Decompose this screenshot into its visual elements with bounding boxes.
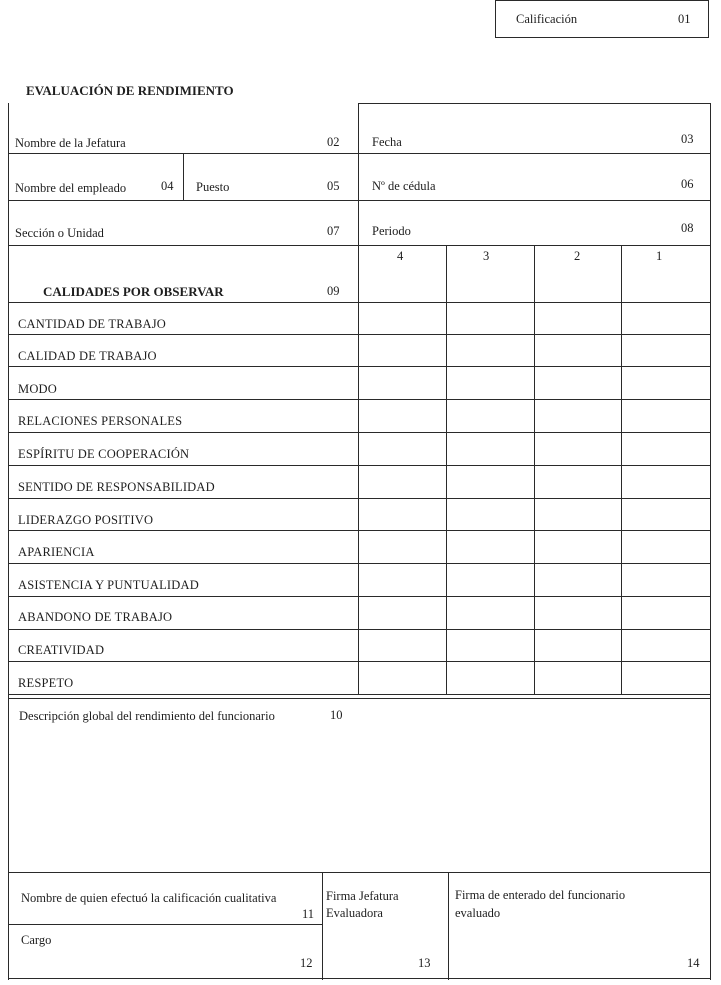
score-header-2: 2 bbox=[574, 249, 581, 263]
score-cell[interactable] bbox=[360, 500, 445, 529]
score-header-3: 3 bbox=[483, 249, 490, 263]
score-cell[interactable] bbox=[448, 368, 533, 398]
score-cell[interactable] bbox=[360, 663, 445, 693]
periodo-input[interactable] bbox=[360, 202, 708, 243]
description-textarea[interactable] bbox=[10, 728, 708, 870]
score-cell[interactable] bbox=[536, 532, 620, 562]
criterion-label: ASISTENCIA Y PUNTUALIDAD bbox=[18, 578, 199, 592]
qualities-title: CALIDADES POR OBSERVAR bbox=[43, 284, 224, 299]
firma-funcionario-code: 14 bbox=[687, 956, 700, 970]
firma-jefatura-label-1: Firma Jefatura bbox=[326, 889, 399, 903]
criterion-label: RESPETO bbox=[18, 676, 74, 690]
firma-funcionario-field[interactable] bbox=[450, 874, 708, 976]
criterion-label: ABANDONO DE TRABAJO bbox=[18, 610, 173, 624]
score-cell[interactable] bbox=[360, 336, 445, 365]
fecha-input[interactable] bbox=[360, 105, 708, 151]
criterion-label: CALIDAD DE TRABAJO bbox=[18, 349, 157, 363]
firma-jefatura-label-2: Evaluadora bbox=[326, 906, 383, 920]
criterion-label: MODO bbox=[18, 382, 57, 396]
score-cell[interactable] bbox=[448, 500, 533, 529]
cargo-label: Cargo bbox=[21, 933, 52, 947]
score-cell[interactable] bbox=[623, 467, 709, 497]
criterion-label: CREATIVIDAD bbox=[18, 643, 105, 657]
cargo-code: 12 bbox=[300, 956, 313, 970]
score-cell[interactable] bbox=[536, 598, 620, 628]
score-cell[interactable] bbox=[623, 368, 709, 398]
score-cell[interactable] bbox=[536, 304, 620, 333]
form-title: EVALUACIÓN DE RENDIMIENTO bbox=[26, 83, 234, 98]
jefatura-code: 02 bbox=[327, 135, 340, 149]
score-cell[interactable] bbox=[623, 565, 709, 595]
puesto-code: 05 bbox=[327, 179, 340, 193]
calificacion-label: Calificación bbox=[516, 12, 578, 26]
empleado-input[interactable] bbox=[10, 155, 181, 198]
firma-jefatura-code: 13 bbox=[418, 956, 431, 970]
score-cell[interactable] bbox=[623, 304, 709, 333]
score-header-1: 1 bbox=[656, 249, 663, 263]
score-cell[interactable] bbox=[448, 565, 533, 595]
score-cell[interactable] bbox=[536, 500, 620, 529]
score-cell[interactable] bbox=[448, 532, 533, 562]
empleado-code: 04 bbox=[161, 179, 174, 193]
description-code: 10 bbox=[330, 708, 343, 722]
score-cell[interactable] bbox=[536, 336, 620, 365]
score-cell[interactable] bbox=[536, 368, 620, 398]
calificacion-input[interactable] bbox=[497, 2, 707, 36]
firma-jefatura-field[interactable] bbox=[324, 874, 446, 976]
score-cell[interactable] bbox=[623, 631, 709, 660]
firma-funcionario-label-1: Firma de enterado del funcionario bbox=[455, 888, 626, 902]
puesto-label: Puesto bbox=[196, 180, 230, 194]
score-cell[interactable] bbox=[448, 434, 533, 464]
criterion-label: CANTIDAD DE TRABAJO bbox=[18, 317, 167, 331]
score-cell[interactable] bbox=[360, 565, 445, 595]
score-cell[interactable] bbox=[360, 368, 445, 398]
jefatura-label: Nombre de la Jefatura bbox=[15, 136, 126, 150]
qualities-code: 09 bbox=[327, 284, 340, 298]
criterion-label: APARIENCIA bbox=[18, 545, 95, 559]
jefatura-input[interactable] bbox=[10, 105, 356, 151]
score-cell[interactable] bbox=[448, 598, 533, 628]
score-cell[interactable] bbox=[623, 401, 709, 431]
cargo-input[interactable] bbox=[10, 926, 320, 976]
score-cell[interactable] bbox=[623, 500, 709, 529]
calificador-input[interactable] bbox=[10, 874, 320, 922]
score-cell[interactable] bbox=[536, 663, 620, 693]
score-cell[interactable] bbox=[536, 401, 620, 431]
score-cell[interactable] bbox=[448, 631, 533, 660]
fecha-label: Fecha bbox=[372, 135, 402, 149]
score-cell[interactable] bbox=[536, 467, 620, 497]
score-cell[interactable] bbox=[360, 434, 445, 464]
score-cell[interactable] bbox=[360, 467, 445, 497]
periodo-code: 08 bbox=[681, 221, 694, 235]
criterion-label: LIDERAZGO POSITIVO bbox=[18, 513, 154, 527]
seccion-code: 07 bbox=[327, 224, 340, 238]
calificador-code: 11 bbox=[302, 907, 315, 921]
score-cell[interactable] bbox=[536, 434, 620, 464]
cedula-code: 06 bbox=[681, 177, 694, 191]
cedula-label: Nº de cédula bbox=[372, 179, 436, 193]
description-label: Descripción global del rendimiento del funcionario bbox=[19, 709, 275, 723]
score-cell[interactable] bbox=[623, 598, 709, 628]
empleado-label: Nombre del empleado bbox=[15, 181, 127, 195]
seccion-input[interactable] bbox=[10, 202, 356, 243]
score-cell[interactable] bbox=[448, 663, 533, 693]
puesto-input[interactable] bbox=[185, 155, 356, 198]
score-cell[interactable] bbox=[360, 532, 445, 562]
score-cell[interactable] bbox=[623, 336, 709, 365]
score-cell[interactable] bbox=[623, 663, 709, 693]
score-header-4: 4 bbox=[397, 249, 404, 263]
periodo-label: Periodo bbox=[372, 224, 411, 238]
calificador-label: Nombre de quien efectuó la calificación cualitativa bbox=[21, 891, 277, 905]
score-cell[interactable] bbox=[623, 532, 709, 562]
calificacion-code: 01 bbox=[678, 12, 691, 26]
score-cell[interactable] bbox=[623, 434, 709, 464]
score-cell[interactable] bbox=[360, 598, 445, 628]
score-cell[interactable] bbox=[536, 631, 620, 660]
criterion-label: ESPÍRITU DE COOPERACIÓN bbox=[18, 447, 190, 461]
score-cell[interactable] bbox=[360, 631, 445, 660]
score-cell[interactable] bbox=[448, 304, 533, 333]
score-cell[interactable] bbox=[448, 336, 533, 365]
score-cell[interactable] bbox=[536, 565, 620, 595]
fecha-code: 03 bbox=[681, 132, 694, 146]
criterion-label: SENTIDO DE RESPONSABILIDAD bbox=[18, 480, 215, 494]
score-cell[interactable] bbox=[360, 304, 445, 333]
seccion-label: Sección o Unidad bbox=[15, 226, 104, 240]
firma-funcionario-label-2: evaluado bbox=[455, 906, 501, 920]
score-cell[interactable] bbox=[448, 401, 533, 431]
score-cell[interactable] bbox=[448, 467, 533, 497]
cedula-input[interactable] bbox=[360, 155, 708, 198]
criterion-label: RELACIONES PERSONALES bbox=[18, 414, 183, 428]
score-cell[interactable] bbox=[360, 401, 445, 431]
